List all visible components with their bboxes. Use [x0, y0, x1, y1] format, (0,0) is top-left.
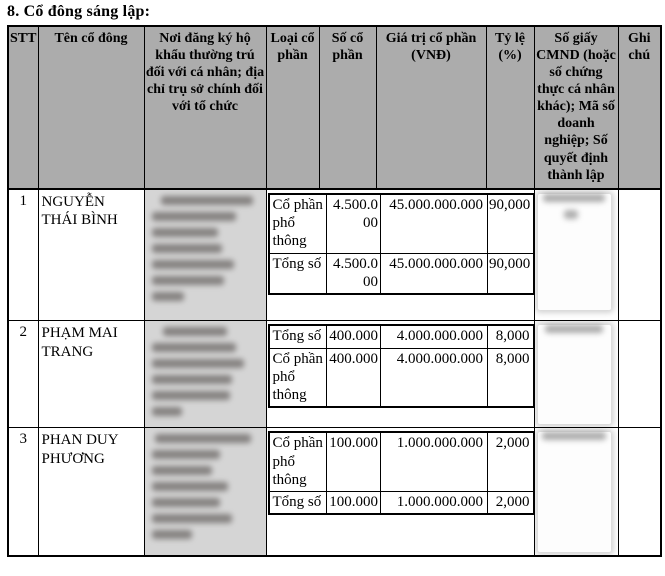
- share-breakdown-table: [268, 431, 535, 515]
- share-value: 1.000.000.000: [381, 492, 488, 515]
- share-value: 45.000.000.000: [381, 194, 488, 253]
- share-count: 100.000: [327, 432, 381, 491]
- share-type: Cổ phần phổ thông: [269, 348, 327, 407]
- table-header-row: [8, 26, 661, 189]
- redacted-address-block: [144, 428, 266, 556]
- share-line-total: [269, 492, 534, 515]
- redacted-address-block: [144, 321, 266, 428]
- col-header-id-number: Số giấy CMND (hoặc số chứng thực cá nhân khác); Mã số doanh nghiệp; Số quyết định thành lập: [534, 26, 618, 189]
- share-breakdown-cell: [266, 321, 534, 428]
- redacted-address-lines: [145, 190, 266, 301]
- redacted-id-cell: [534, 428, 618, 556]
- share-line: [269, 432, 534, 491]
- share-count: 400.000: [327, 348, 381, 407]
- redacted-address-block: [144, 189, 266, 321]
- col-header-shareholder-name: Tên cổ đông: [38, 26, 144, 189]
- note-cell: [618, 428, 661, 556]
- col-header-share-count: Số cổ phần: [319, 26, 376, 189]
- share-ratio: 2,000: [488, 432, 534, 491]
- share-ratio: 90,000: [488, 194, 534, 253]
- share-value: 1.000.000.000: [381, 432, 488, 491]
- share-ratio: 8,000: [488, 325, 534, 348]
- shareholder-name: PHAN DUY PHƯƠNG: [38, 428, 144, 556]
- share-ratio: 2,000: [488, 492, 534, 515]
- redacted-address-lines: [145, 321, 266, 416]
- share-breakdown-cell: [266, 189, 534, 321]
- shareholder-row-3: [8, 428, 661, 556]
- row-index: 2: [8, 321, 38, 428]
- row-index: 3: [8, 428, 38, 556]
- share-count: 4.500.000: [327, 194, 381, 253]
- col-header-share-type: Loại cổ phần: [266, 26, 319, 189]
- note-cell: [618, 189, 661, 321]
- share-type: Tổng số: [269, 325, 327, 348]
- col-header-stt: STT: [8, 26, 38, 189]
- share-line: [269, 348, 534, 407]
- col-header-share-value: Giá trị cổ phần (VNĐ): [376, 26, 486, 189]
- section-title: 8. Cổ đông sáng lập:: [7, 3, 151, 20]
- share-type: Tổng số: [269, 492, 327, 515]
- share-count: 4.500.000: [327, 253, 381, 294]
- share-value: 45.000.000.000: [381, 253, 488, 294]
- redacted-address-lines: [145, 428, 266, 539]
- share-type: Tổng số: [269, 253, 327, 294]
- share-value: 4.000.000.000: [381, 348, 488, 407]
- redacted-id-cell: [534, 189, 618, 321]
- redacted-id-block: [538, 325, 611, 424]
- share-value: 4.000.000.000: [381, 325, 488, 348]
- col-header-registered-address: Nơi đăng ký hộ khẩu thường trú đối với cá nhân; địa chỉ trụ sở chính đối với tổ chức: [144, 26, 266, 189]
- note-cell: [618, 321, 661, 428]
- share-breakdown-cell: [266, 428, 534, 556]
- shareholder-name: PHẠM MAI TRANG: [38, 321, 144, 428]
- share-breakdown-table: [268, 193, 535, 295]
- redacted-id-block: [538, 432, 611, 552]
- share-line-total: [269, 253, 534, 294]
- share-breakdown-table: [268, 324, 535, 408]
- share-line: [269, 194, 534, 253]
- shareholder-row-2: [8, 321, 661, 428]
- document-page: [0, 3, 665, 576]
- share-line-total: [269, 325, 534, 348]
- shareholder-name: NGUYỄN THÁI BÌNH: [38, 189, 144, 321]
- founding-shareholders-table: [7, 25, 662, 557]
- share-ratio: 8,000: [488, 348, 534, 407]
- share-type: Cổ phần phổ thông: [269, 194, 327, 253]
- shareholder-row-1: [8, 189, 661, 321]
- share-count: 400.000: [327, 325, 381, 348]
- share-count: 100.000: [327, 492, 381, 515]
- share-type: Cổ phần phổ thông: [269, 432, 327, 491]
- row-index: 1: [8, 189, 38, 321]
- redacted-id-cell: [534, 321, 618, 428]
- col-header-ratio: Tỷ lệ (%): [486, 26, 534, 189]
- share-ratio: 90,000: [488, 253, 534, 294]
- col-header-notes: Ghi chú: [618, 26, 661, 189]
- redacted-id-block: [538, 194, 611, 310]
